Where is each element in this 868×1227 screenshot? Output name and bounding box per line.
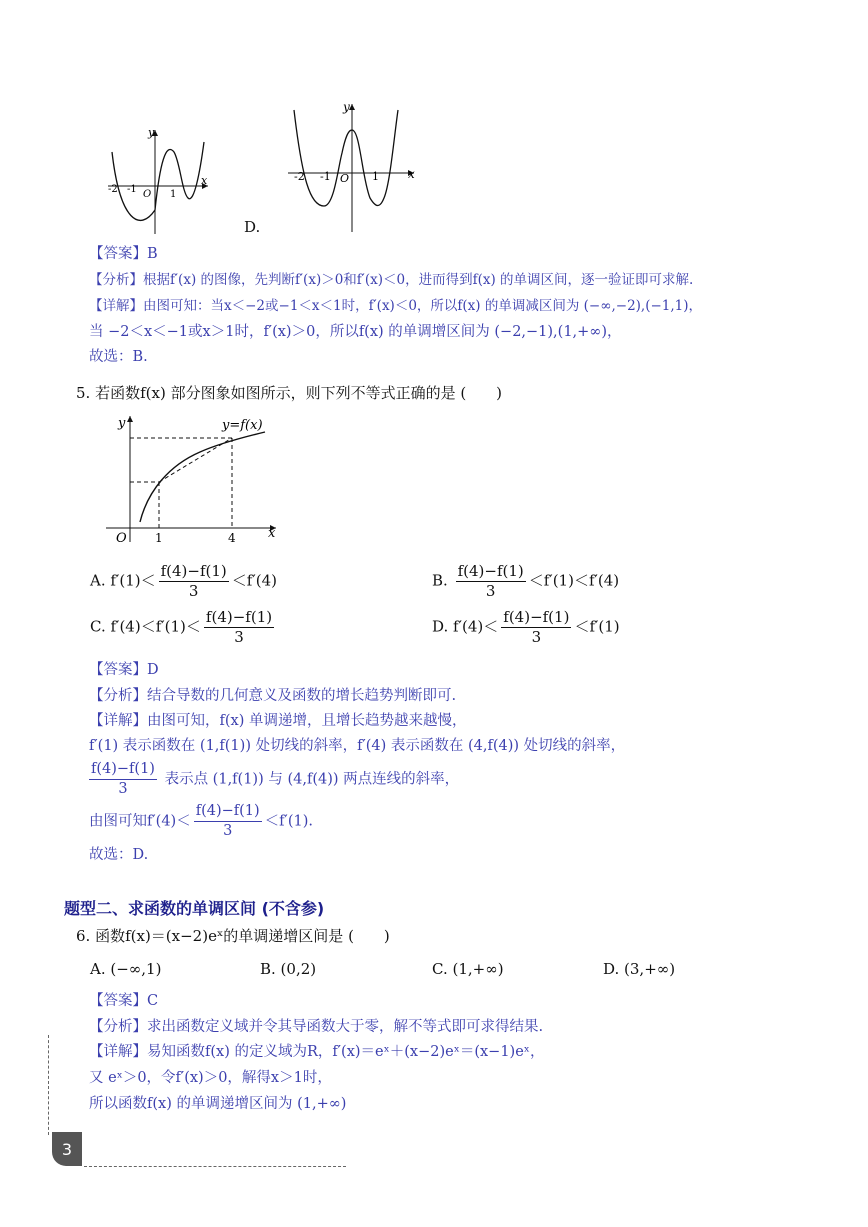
footer-dashed-line	[84, 1166, 346, 1167]
q5-tick: 1	[155, 531, 163, 545]
detail-post: ＜f′(1).	[264, 813, 313, 830]
q5-graph	[100, 410, 285, 548]
q5-analysis: 【分析】结合导数的几何意义及函数的增长趋势判断即可.	[89, 688, 457, 704]
q5-y-label: y	[118, 416, 126, 431]
option-letter: A.	[90, 571, 106, 590]
graph-c-tick: -1	[127, 184, 137, 195]
prev-detail-line: 当 −2＜x＜−1或x＞1时，f′(x)＞0，所以f(x) 的单调增区间为 (−2,−1),(1,+∞)，	[89, 324, 622, 340]
option-fraction	[456, 562, 526, 601]
option-post: ＜f′(1)＜f′(4)	[528, 571, 620, 590]
fraction-denominator: 3	[223, 823, 233, 839]
fraction-denominator: 3	[188, 582, 199, 600]
option-pre: f′(1)＜	[110, 571, 156, 590]
q6-answer: 【答案】C	[89, 993, 159, 1009]
fraction-numerator: f(4)−f(1)	[160, 562, 227, 580]
graph-c-tick: -2	[108, 184, 118, 195]
graph-d-origin: O	[340, 172, 350, 185]
q5-answer: 【答案】D	[89, 662, 159, 678]
option-d-label: D.	[244, 218, 261, 236]
q6-option-b[interactable]: B. (0,2)	[260, 960, 317, 978]
q5-option-b[interactable]	[432, 562, 619, 601]
option-letter: B.	[432, 571, 448, 590]
q5-tick: 4	[228, 531, 236, 545]
option-fraction	[159, 562, 229, 601]
detail-pre: 由图可知f′(4)＜	[89, 813, 191, 830]
fraction-denominator: 3	[531, 628, 542, 646]
prev-answer: 【答案】B	[89, 246, 158, 262]
q6-detail-line: 【详解】易知函数f(x) 的定义域为R，f′(x)＝eˣ＋(x−2)eˣ＝(x−1)eˣ，	[89, 1044, 545, 1060]
q6-stem: 6. 函数f(x)＝(x−2)eˣ的单调递增区间是 ( )	[76, 927, 390, 945]
prev-detail-line: 【详解】由图可知：当x＜−2或−1＜x＜1时，f′(x)＜0，所以f(x) 的单调减区间为 (−∞,−2),(−1,1)，	[89, 298, 703, 314]
q5-origin: O	[116, 531, 127, 546]
q6-analysis: 【分析】求出函数定义域并令其导函数大于零，解不等式即可求得结果.	[89, 1019, 544, 1035]
option-fraction	[204, 608, 274, 647]
option-fraction	[501, 608, 571, 647]
option-pre: f′(4)＜	[453, 617, 499, 636]
graph-c-origin: O	[143, 189, 152, 200]
graph-d-tick: -2	[294, 170, 305, 183]
q6-option-d[interactable]: D. (3,+∞)	[603, 960, 676, 978]
fraction-numerator: f(4)−f(1)	[457, 562, 524, 580]
page-number: 3	[52, 1132, 82, 1166]
q5-option-d[interactable]	[432, 608, 620, 647]
q5-detail-line: f′(1) 表示函数在 (1,f(1)) 处切线的斜率，f′(4) 表示函数在 (4,f(4)) 处切线的斜率，	[89, 738, 626, 754]
q5-detail-line: 故选：D.	[89, 847, 149, 863]
q5-curve-label: y=f(x)	[222, 418, 263, 433]
left-dashed-border	[48, 1035, 49, 1135]
fraction-numerator: f(4)−f(1)	[205, 608, 273, 626]
fraction-numerator: f(4)−f(1)	[89, 760, 157, 780]
q5-detail-line: 【详解】由图可知，f(x) 单调递增，且增长趋势越来越慢，	[89, 713, 467, 729]
option-letter: C.	[90, 617, 106, 636]
fraction-numerator: f(4)−f(1)	[503, 608, 570, 626]
fraction-numerator: f(4)−f(1)	[194, 802, 262, 822]
graph-option-c	[100, 122, 220, 237]
q6-detail-line: 所以函数f(x) 的单调递增区间为 (1,+∞)	[89, 1096, 347, 1112]
prev-detail-line: 故选：B.	[89, 349, 148, 365]
graph-d-tick: -1	[320, 170, 331, 183]
option-post: ＜f′(1)	[574, 617, 620, 636]
graph-d-tick: 1	[372, 170, 379, 183]
graph-c-y-label: y	[148, 126, 155, 139]
detail-text: 表示点 (1,f(1)) 与 (4,f(4)) 两点连线的斜率，	[164, 771, 460, 788]
fraction-denominator: 3	[118, 781, 128, 797]
fraction-denominator: 3	[234, 628, 244, 646]
q6-option-a[interactable]: A. (−∞,1)	[90, 960, 162, 978]
q5-option-c[interactable]	[90, 608, 277, 647]
detail-fraction	[194, 802, 262, 841]
q6-detail-line: 又 eˣ＞0，令f′(x)＞0，解得x＞1时，	[89, 1070, 332, 1086]
option-letter: D.	[432, 617, 449, 636]
q5-detail-line	[89, 802, 313, 841]
section-heading: 题型二、求函数的单调区间 (不含参)	[64, 899, 325, 918]
option-post: ＜f′(4)	[231, 571, 277, 590]
q5-x-label: x	[268, 526, 276, 541]
q5-detail-line	[89, 760, 459, 799]
q5-option-a[interactable]	[90, 562, 277, 601]
graph-d-x-label: x	[408, 167, 415, 181]
option-pre: f′(4)＜f′(1)＜	[110, 617, 201, 636]
detail-fraction	[89, 760, 157, 799]
graph-c-tick: 1	[170, 189, 177, 200]
prev-analysis: 【分析】根据f′(x) 的图像，先判断f′(x)＞0和f′(x)＜0，进而得到f(x) 的单调区间，逐一验证即可求解.	[89, 272, 694, 288]
fraction-denominator: 3	[485, 582, 496, 600]
q5-stem: 5. 若函数f(x) 部分图象如图所示，则下列不等式正确的是 ( )	[76, 384, 503, 402]
graph-option-d	[284, 98, 419, 236]
q6-option-c[interactable]: C. (1,+∞)	[432, 960, 504, 978]
graph-c-x-label: x	[201, 174, 208, 187]
graph-d-y-label: y	[343, 100, 350, 114]
